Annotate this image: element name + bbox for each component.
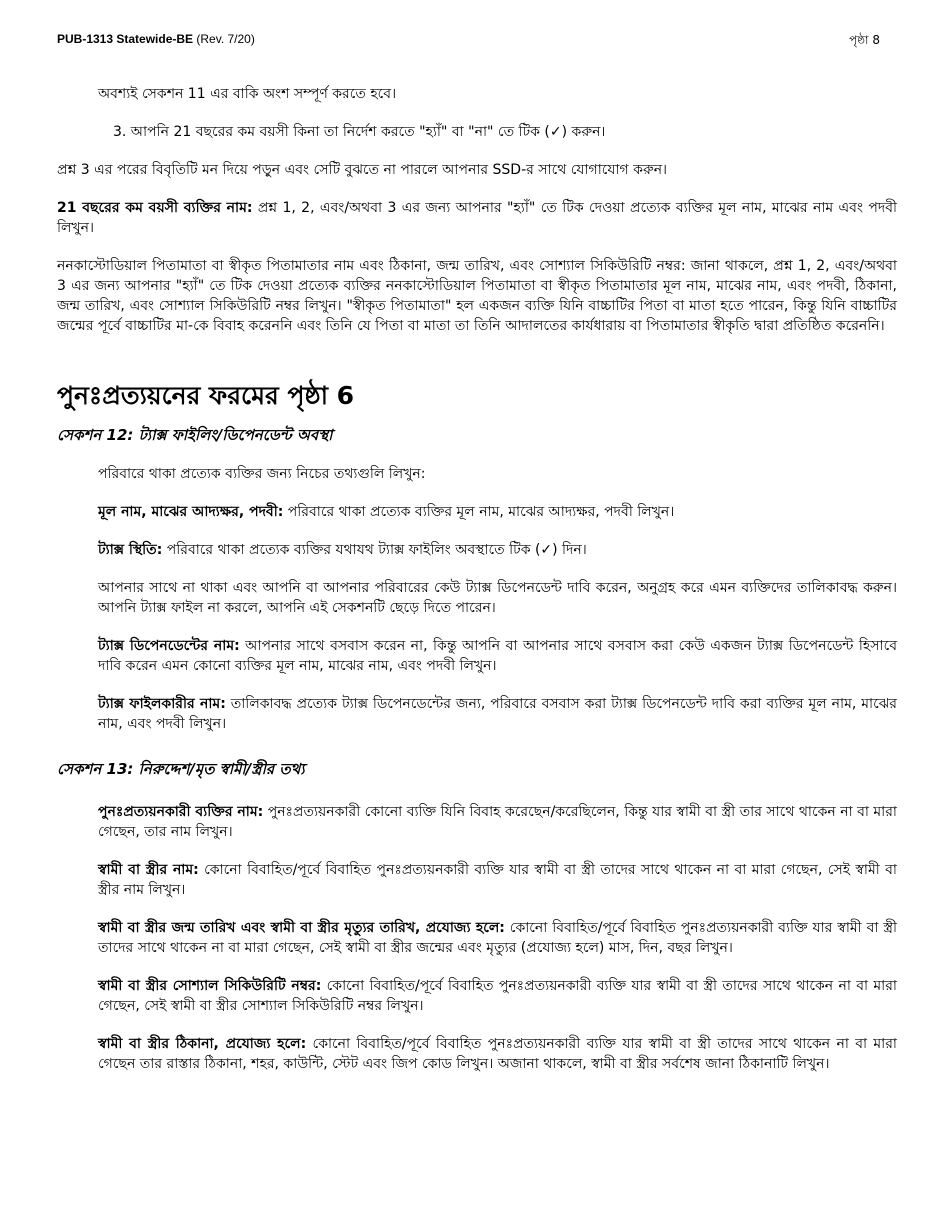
spouse-address-paragraph: [98, 1034, 897, 1074]
tax-status-paragraph: [98, 540, 897, 560]
page-content: [57, 84, 897, 1074]
intro-paragraph-1: অবশ্যই সেকশন 11 এর বাকি অংশ সম্পূর্ণ করতে হবে।: [98, 86, 397, 102]
section-12-paragraph-1: পরিবারে থাকা প্রত্যেক ব্যক্তির জন্য নিচের তথ্যগুলি লিখুন:: [98, 466, 426, 482]
form-revision: (Rev. 7/20): [196, 32, 255, 46]
noncustodial-paragraph: ননকাস্টোডিয়াল পিতামাতা বা স্বীকৃত পিতামাতার নাম এবং ঠিকানা, জন্ম তারিখ, এবং সোশ্যাল সিকিউরিটি নম্বর: জানা থাকলে, প্রশ্ন 1, 2, এবং/অথবা 3 এর জন্য আপনার "হ্যাঁ" তে টিক দেওয়া প্রত্যেক ব্যক্তির ননকাস্টোডিয়াল পিতামাতা বা স্বীকৃত পিতামাতার মূল নাম, মাঝের নাম, এবং পদবী, ঠিকানা, জন্ম তারিখ, এবং সোশ্যাল সিকিউরিটি নম্বর লিখুন। "স্বীকৃত পিতামাতা" হল একজন ব্যক্তি যিনি বাচ্চাটির পিতা বা মাতা হতে পারেন, কিন্তু যিনি বাচ্চাটির জন্মের পূর্বে বাচ্চাটির মা-কে বিবাহ করেননি এবং তিনি যে পিতা বা মাতা তা তিনি আদালতের কার্যধারায় বা পিতামাতার স্বীকৃতি দ্বারা প্রতিষ্ঠিত করেননি।: [57, 258, 897, 334]
section-12-heading: সেকশন 12: ট্যাক্স ফাইলিং/ডিপেনডেন্ট অবস্থা: [57, 426, 333, 444]
name-lead: মূল নাম, মাঝের আদ্যক্ষর, পদবী:: [98, 504, 284, 520]
section-13-heading: সেকশন 13: নিরুদ্দেশ/মৃত স্বামী/স্ত্রীর তথ্য: [57, 760, 305, 778]
page-header: [57, 32, 880, 50]
dependent-text: আপনার সাথে বসবাস করেন না, কিন্তু আপনি বা আপনার সাথে বসবাস করা কেউ একজন ট্যাক্স ডিপেনডেন্ট হিসাবে দাবি করেন এমন কোনো ব্যক্তির মূল নাম, মাঝের নাম, এবং পদবী লিখুন।: [98, 638, 897, 674]
under21-text: প্রশ্ন 1, 2, এবং/অথবা 3 এর জন্য আপনার "হ্যাঁ" তে টিক দেওয়া প্রত্যেক ব্যক্তির মূল নাম, মাঝের নাম এবং পদবী লিখুন।: [57, 200, 897, 236]
spouse-dates-text: কোনো বিবাহিত/পূর্বে বিবাহিত পুনঃপ্রত্যয়নকারী ব্যক্তি যার স্বামী বা স্ত্রী তাদের সাথে থাকেন না বা মারা গেছেন, সেই স্বামী বা স্ত্রীর জন্মের এবং মৃত্যুর (প্রযোজ্য হলে) মাস, দিন, বছর লিখুন।: [98, 920, 897, 956]
page-number: পৃষ্ঠা 8: [849, 33, 880, 47]
name-paragraph: [98, 502, 897, 522]
page-title: পুনঃপ্রত্যয়নের ফরমের পৃষ্ঠা 6: [57, 381, 355, 410]
tax-status-text: পরিবারে থাকা প্রত্যেক ব্যক্তির যথাযথ ট্যাক্স ফাইলিং অবস্থাতে টিক (✓) দিন।: [162, 542, 587, 558]
recert-lead: পুনঃপ্রত্যয়নকারী ব্যক্তির নাম:: [98, 804, 264, 820]
spouse-dates-lead: স্বামী বা স্ত্রীর জন্ম তারিখ এবং স্বামী বা স্ত্রীর মৃত্যুর তারিখ, প্রযোজ্য হলে:: [98, 920, 505, 936]
spouse-name-text: কোনো বিবাহিত/পূর্বে বিবাহিত পুনঃপ্রত্যয়নকারী ব্যক্তি যার স্বামী বা স্ত্রী তাদের সাথে থাকেন না বা মারা গেছেন, সেই স্বামী বা স্ত্রীর নাম লিখুন।: [98, 862, 897, 898]
spouse-name-lead: স্বামী বা স্ত্রীর নাম:: [98, 862, 199, 878]
recert-text: পুনঃপ্রত্যয়নকারী কোনো ব্যক্তি যিনি বিবাহ করেছেন/করেছিলেন, কিন্তু যার স্বামী বা স্ত্রী তার সাথে থাকেন না বা মারা গেছেন, তার নাম লিখুন।: [98, 804, 897, 840]
spouse-ssn-paragraph: [98, 976, 897, 1016]
question-3-item: 3. আপনি 21 বছরের কম বয়সী কিনা তা নির্দেশ করতে "হ্যাঁ" বা "না" তে টিক (✓) করুন।: [113, 124, 606, 140]
form-id: PUB-1313 Statewide-BE: [57, 32, 194, 46]
recert-paragraph: [98, 802, 897, 842]
spouse-address-lead: স্বামী বা স্ত্রীর ঠিকানা, প্রযোজ্য হলে:: [98, 1036, 307, 1052]
intro-paragraph-2: প্রশ্ন 3 এর পরের বিবৃতিটি মন দিয়ে পড়ুন এবং সেটি বুঝতে না পারলে আপনার SSD-র সাথে যোগাযোগ করুন।: [57, 162, 668, 178]
under21-lead: 21 বছরের কম বয়সী ব্যক্তির নাম:: [57, 200, 253, 216]
spouse-ssn-lead: স্বামী বা স্ত্রীর সোশ্যাল সিকিউরিটি নম্বর:: [98, 978, 322, 994]
tax-status-lead: ট্যাক্স স্থিতি:: [98, 542, 163, 558]
dependent-lead: ট্যাক্স ডিপেনডেন্টের নাম:: [98, 638, 240, 654]
filer-lead: ট্যাক্স ফাইলকারীর নাম:: [98, 696, 226, 712]
dependent-paragraph: [98, 636, 897, 676]
spouse-name-paragraph: [98, 860, 897, 900]
section-12-paragraph-2: আপনার সাথে না থাকা এবং আপনি বা আপনার পরিবারের কেউ ট্যাক্স ডিপেনডেন্ট দাবি করেন, অনুগ্রহ করে এমন ব্যক্তিদের তালিকাবদ্ধ করুন। আপনি ট্যাক্স ফাইল না করলে, আপনি এই সেকশনটি ছেড়ে দিতে পারেন।: [98, 580, 897, 616]
spouse-ssn-text: কোনো বিবাহিত/পূর্বে বিবাহিত পুনঃপ্রত্যয়নকারী ব্যক্তি যার স্বামী বা স্ত্রী তাদের সাথে থাকেন না বা মারা গেছেন, সেই স্বামী বা স্ত্রীর সোশ্যাল সিকিউরিটি নম্বর লিখুন।: [98, 978, 897, 1014]
spouse-address-text: কোনো বিবাহিত/পূর্বে বিবাহিত পুনঃপ্রত্যয়নকারী ব্যক্তি যার স্বামী বা স্ত্রী তাদের সাথে থাকেন না বা মারা গেছেন তার রাস্তার ঠিকানা, শহর, কাউন্টি, স্টেট এবং জিপ কোড লিখুন। অজানা থাকলে, স্বামী বা স্ত্রীর সর্বশেষ জানা ঠিকানাটি লিখুন।: [98, 1036, 897, 1072]
spouse-dates-paragraph: [98, 918, 897, 958]
under21-paragraph: [57, 198, 897, 238]
name-text: পরিবারে থাকা প্রত্যেক ব্যক্তির মূল নাম, মাঝের আদ্যক্ষর, পদবী লিখুন।: [283, 504, 675, 520]
filer-paragraph: [98, 694, 897, 734]
filer-text: তালিকাবদ্ধ প্রত্যেক ট্যাক্স ডিপেনডেন্টের জন্য, পরিবারে বসবাস করা ট্যাক্স ডিপেনডেন্ট দাবি করা ব্যক্তির মূল নাম, মাঝের নাম, এবং পদবী লিখুন।: [98, 696, 897, 732]
